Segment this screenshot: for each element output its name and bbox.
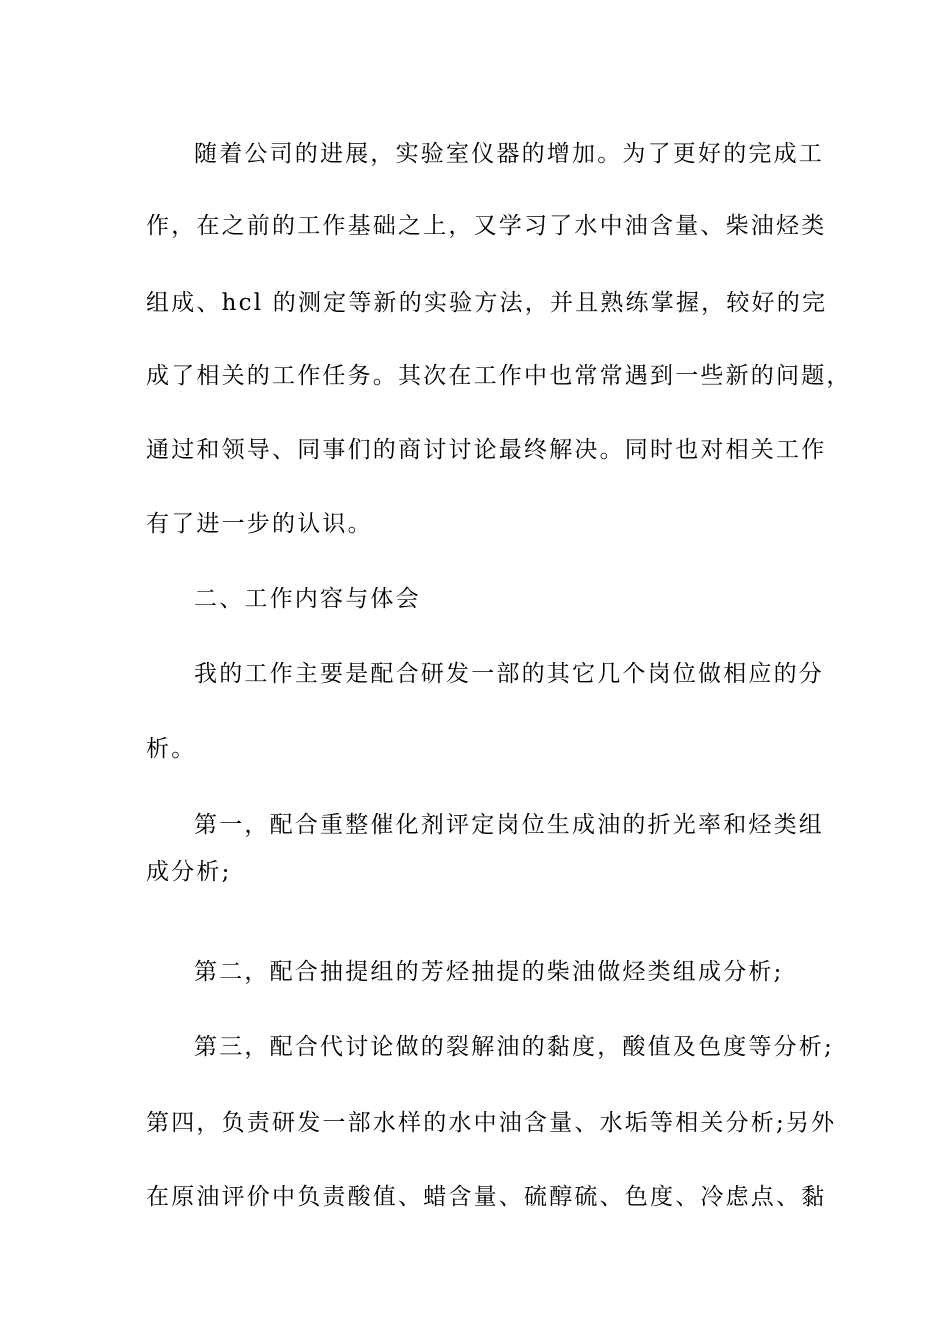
paragraph-line: 我的工作主要是配合研发一部的其它几个岗位做相应的分 [194,661,824,687]
paragraph-line: 析。 [146,736,197,762]
list-item-line: 第四，负责研发一部水样的水中油含量、水垢等相关分析;另外 [146,1110,837,1136]
paragraph-line: 作，在之前的工作基础之上，又学习了水中油含量、柴油烃类 [146,213,827,239]
paragraph-line: 随着公司的进展，实验室仪器的增加。为了更好的完成工 [194,141,824,167]
paragraph-line: 组成、hcl 的测定等新的实验方法，并且熟练掌握，较好的完 [146,290,828,316]
paragraph-line: 通过和领导、同事们的商讨讨论最终解决。同时也对相关工作 [146,437,827,463]
paragraph-line: 在原油评价中负责酸值、蜡含量、硫醇硫、色度、冷虑点、黏 [146,1184,827,1210]
list-item-line: 成分析; [146,859,232,885]
paragraph-line: 成了相关的工作任务。其次在工作中也常常遇到一些新的问题， [146,363,852,389]
list-item-line: 第二，配合抽提组的芳烃抽提的柴油做烃类组成分析; [194,959,784,985]
list-item-line: 第一，配合重整催化剂评定岗位生成油的折光率和烃类组 [194,812,824,838]
list-item-line: 第三，配合代讨论做的裂解油的黏度，酸值及色度等分析; [194,1034,834,1060]
paragraph-line: 有了进一步的认识。 [146,511,373,537]
section-heading: 二、工作内容与体会 [194,586,421,612]
